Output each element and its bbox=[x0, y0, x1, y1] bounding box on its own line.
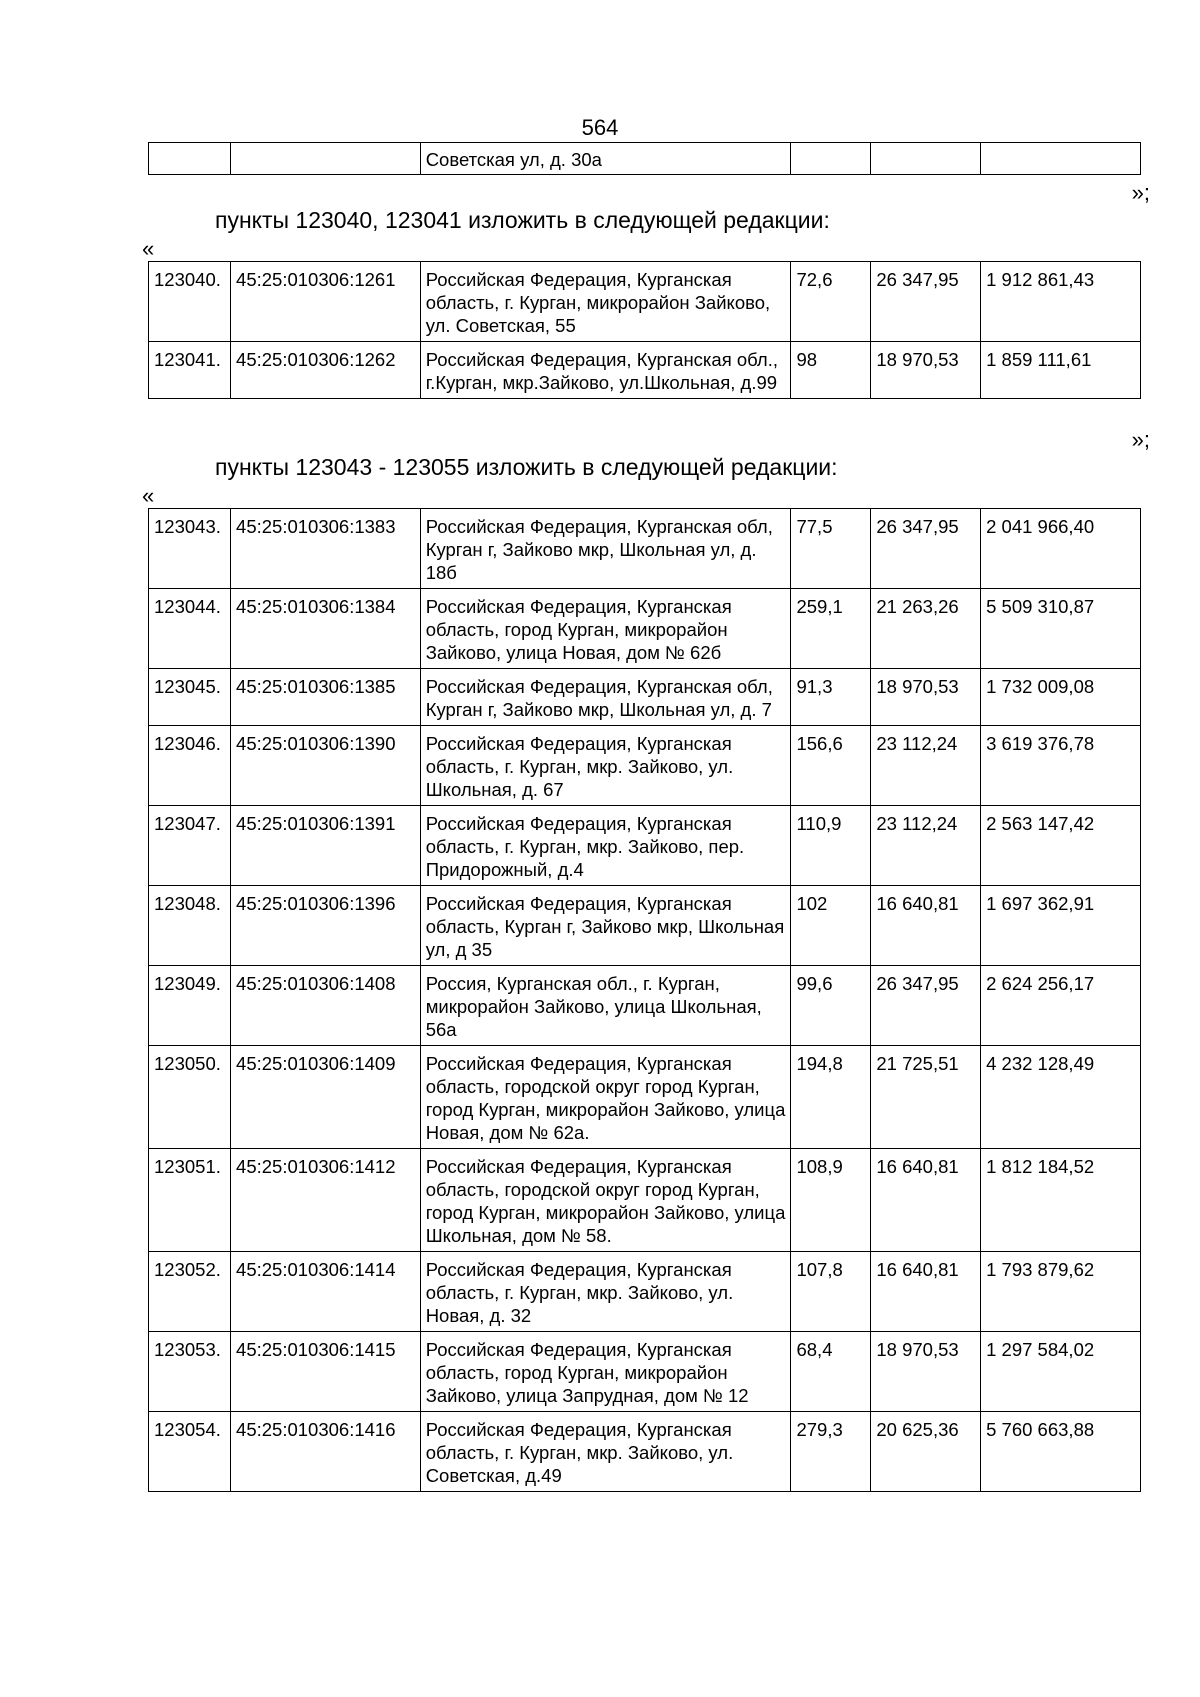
cell-address: Российская Федерация, Курганская область, г. Курган, микрорайон Зайково, ул. Советская, 55 bbox=[420, 262, 791, 342]
cell-number: 123047. bbox=[149, 806, 231, 886]
cell-value: 1 859 111,61 bbox=[981, 342, 1141, 399]
closing-quote: »; bbox=[1131, 427, 1150, 452]
cell-number: 123053. bbox=[149, 1332, 231, 1412]
opening-quote: « bbox=[142, 236, 155, 261]
cell-rate: 21 263,26 bbox=[871, 589, 981, 669]
cell-cadastral: 45:25:010306:1408 bbox=[231, 966, 421, 1046]
closing-quote: »; bbox=[1131, 180, 1150, 205]
cell-value: 1 793 879,62 bbox=[981, 1252, 1141, 1332]
cell-address: Советская ул, д. 30а bbox=[420, 143, 791, 175]
cell-area: 99,6 bbox=[791, 966, 871, 1046]
cell-rate: 26 347,95 bbox=[871, 262, 981, 342]
cell-address: Российская Федерация, Курганская обл, Курган г, Зайково мкр, Школьная ул, д. 18б bbox=[420, 509, 791, 589]
table-row bbox=[149, 806, 1141, 886]
cell-area: 107,8 bbox=[791, 1252, 871, 1332]
cell-address: Россия, Курганская обл., г. Курган, микрорайон Зайково, улица Школьная, 56а bbox=[420, 966, 791, 1046]
table-row bbox=[149, 1149, 1141, 1252]
cell-rate: 21 725,51 bbox=[871, 1046, 981, 1149]
cell-cadastral: 45:25:010306:1261 bbox=[231, 262, 421, 342]
cell-rate: 16 640,81 bbox=[871, 1252, 981, 1332]
cell-value: 5 509 310,87 bbox=[981, 589, 1141, 669]
cell-rate: 26 347,95 bbox=[871, 509, 981, 589]
cell-cadastral: 45:25:010306:1262 bbox=[231, 342, 421, 399]
table-row bbox=[149, 1252, 1141, 1332]
cell-value: 3 619 376,78 bbox=[981, 726, 1141, 806]
cell-address: Российская Федерация, Курганская область, г. Курган, мкр. Зайково, ул. Советская, д.49 bbox=[420, 1412, 791, 1492]
cell-area: 156,6 bbox=[791, 726, 871, 806]
cell-address: Российская Федерация, Курганская область, городской округ город Курган, город Курган, микрорайон Зайково, улица Новая, дом № 62а. bbox=[420, 1046, 791, 1149]
cell-value: 4 232 128,49 bbox=[981, 1046, 1141, 1149]
table-row bbox=[149, 1046, 1141, 1149]
table-row bbox=[149, 1412, 1141, 1492]
opening-quote: « bbox=[142, 483, 155, 508]
cell-area: 259,1 bbox=[791, 589, 871, 669]
cell-number: 123049. bbox=[149, 966, 231, 1046]
cell-area: 91,3 bbox=[791, 669, 871, 726]
cell-cadastral: 45:25:010306:1412 bbox=[231, 1149, 421, 1252]
table-row bbox=[149, 669, 1141, 726]
cell-address: Российская Федерация, Курганская область, Курган г, Зайково мкр, Школьная ул, д 35 bbox=[420, 886, 791, 966]
cell-value: 2 624 256,17 bbox=[981, 966, 1141, 1046]
cell-value: 1 297 584,02 bbox=[981, 1332, 1141, 1412]
cell-rate: 18 970,53 bbox=[871, 669, 981, 726]
cell-address: Российская Федерация, Курганская область, город Курган, микрорайон Зайково, улица Новая, дом № 62б bbox=[420, 589, 791, 669]
cell-number bbox=[149, 143, 231, 175]
cell-rate: 23 112,24 bbox=[871, 806, 981, 886]
cell-area: 108,9 bbox=[791, 1149, 871, 1252]
table-row bbox=[149, 966, 1141, 1046]
cell-cadastral: 45:25:010306:1391 bbox=[231, 806, 421, 886]
cell-rate bbox=[871, 143, 981, 175]
cell-value: 5 760 663,88 bbox=[981, 1412, 1141, 1492]
cell-area: 77,5 bbox=[791, 509, 871, 589]
cell-rate: 18 970,53 bbox=[871, 342, 981, 399]
cell-cadastral: 45:25:010306:1396 bbox=[231, 886, 421, 966]
cell-number: 123043. bbox=[149, 509, 231, 589]
cell-number: 123046. bbox=[149, 726, 231, 806]
cell-address: Российская Федерация, Курганская область, город Курган, микрорайон Зайково, улица Запрудная, дом № 12 bbox=[420, 1332, 791, 1412]
cell-value: 1 912 861,43 bbox=[981, 262, 1141, 342]
cell-cadastral: 45:25:010306:1383 bbox=[231, 509, 421, 589]
cell-number: 123051. bbox=[149, 1149, 231, 1252]
cell-number: 123050. bbox=[149, 1046, 231, 1149]
section-instruction: пункты 123043 - 123055 изложить в следующей редакции: bbox=[215, 454, 838, 480]
cell-cadastral: 45:25:010306:1415 bbox=[231, 1332, 421, 1412]
cell-cadastral: 45:25:010306:1414 bbox=[231, 1252, 421, 1332]
cell-number: 123045. bbox=[149, 669, 231, 726]
cell-area bbox=[791, 143, 871, 175]
cell-value: 2 041 966,40 bbox=[981, 509, 1141, 589]
cell-number: 123041. bbox=[149, 342, 231, 399]
cell-area: 98 bbox=[791, 342, 871, 399]
cell-number: 123044. bbox=[149, 589, 231, 669]
top-fragment-table bbox=[148, 142, 1141, 175]
table-row bbox=[149, 262, 1141, 342]
section-table bbox=[148, 508, 1141, 1492]
cell-value bbox=[981, 143, 1141, 175]
cell-area: 72,6 bbox=[791, 262, 871, 342]
cell-rate: 16 640,81 bbox=[871, 1149, 981, 1252]
cell-rate: 26 347,95 bbox=[871, 966, 981, 1046]
cell-value: 2 563 147,42 bbox=[981, 806, 1141, 886]
section-instruction: пункты 123040, 123041 изложить в следующей редакции: bbox=[215, 207, 830, 233]
cell-rate: 23 112,24 bbox=[871, 726, 981, 806]
cell-rate: 18 970,53 bbox=[871, 1332, 981, 1412]
cell-cadastral: 45:25:010306:1390 bbox=[231, 726, 421, 806]
table-row bbox=[149, 726, 1141, 806]
cell-cadastral: 45:25:010306:1385 bbox=[231, 669, 421, 726]
cell-number: 123040. bbox=[149, 262, 231, 342]
cell-area: 68,4 bbox=[791, 1332, 871, 1412]
cell-number: 123048. bbox=[149, 886, 231, 966]
cell-address: Российская Федерация, Курганская обл, Курган г, Зайково мкр, Школьная ул, д. 7 bbox=[420, 669, 791, 726]
cell-address: Российская Федерация, Курганская область, г. Курган, мкр. Зайково, ул. Школьная, д. 67 bbox=[420, 726, 791, 806]
cell-address: Российская Федерация, Курганская область, г. Курган, мкр. Зайково, пер. Придорожный, д.4 bbox=[420, 806, 791, 886]
cell-area: 194,8 bbox=[791, 1046, 871, 1149]
cell-cadastral: 45:25:010306:1384 bbox=[231, 589, 421, 669]
cell-address: Российская Федерация, Курганская область, г. Курган, мкр. Зайково, ул. Новая, д. 32 bbox=[420, 1252, 791, 1332]
table-row bbox=[149, 509, 1141, 589]
table-row bbox=[149, 1332, 1141, 1412]
cell-area: 102 bbox=[791, 886, 871, 966]
page-number: 564 bbox=[581, 115, 619, 140]
cell-address: Российская Федерация, Курганская обл., г.Курган, мкр.Зайково, ул.Школьная, д.99 bbox=[420, 342, 791, 399]
cell-value: 1 732 009,08 bbox=[981, 669, 1141, 726]
cell-number: 123054. bbox=[149, 1412, 231, 1492]
cell-value: 1 697 362,91 bbox=[981, 886, 1141, 966]
cell-area: 110,9 bbox=[791, 806, 871, 886]
cell-cadastral: 45:25:010306:1416 bbox=[231, 1412, 421, 1492]
cell-area: 279,3 bbox=[791, 1412, 871, 1492]
cell-cadastral: 45:25:010306:1409 bbox=[231, 1046, 421, 1149]
cell-rate: 20 625,36 bbox=[871, 1412, 981, 1492]
cell-number: 123052. bbox=[149, 1252, 231, 1332]
cell-cadastral bbox=[231, 143, 421, 175]
cell-value: 1 812 184,52 bbox=[981, 1149, 1141, 1252]
table-row bbox=[149, 342, 1141, 399]
cell-address: Российская Федерация, Курганская область, городской округ город Курган, город Курган, микрорайон Зайково, улица Школьная, дом № 58. bbox=[420, 1149, 791, 1252]
section-table bbox=[148, 261, 1141, 399]
table-row bbox=[149, 589, 1141, 669]
cell-rate: 16 640,81 bbox=[871, 886, 981, 966]
table-row bbox=[149, 143, 1141, 175]
table-row bbox=[149, 886, 1141, 966]
